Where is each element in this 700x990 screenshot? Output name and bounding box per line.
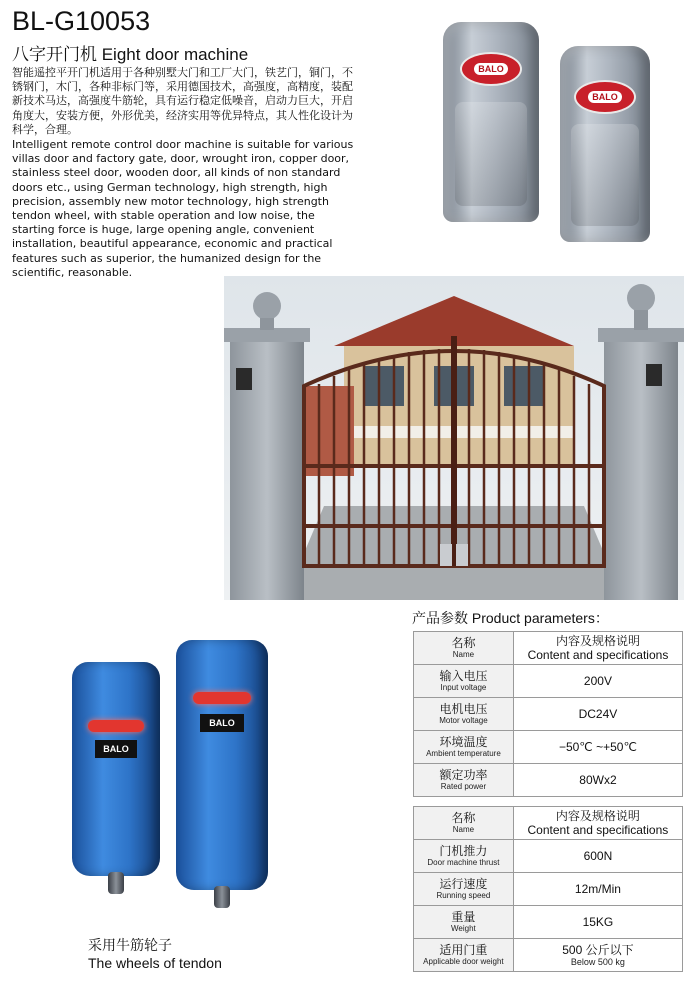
param-name-cell [414, 906, 514, 939]
param-name-en: Weight [451, 924, 476, 933]
header-name-cn: 名称 [451, 636, 476, 650]
param-name-en: Rated power [440, 782, 487, 791]
table-row [414, 873, 683, 906]
param-name-en: Input voltage [440, 683, 487, 692]
header-value-en: Content and specifications [527, 648, 669, 662]
param-name-cell [414, 665, 514, 698]
param-value-cell: 80Wx2 [513, 764, 682, 797]
blue-door-opener-image [176, 640, 268, 890]
param-name-cn: 运行速度 [439, 877, 488, 891]
description-chinese: 智能遥控平开门机适用于各种别墅大门和工厂大门，铁艺门，铜门，不锈钢门，木门，各种非标门等，采用德国技术，高强度，高精度，装配新技术马达，高强度牛筋轮，具有运行稳定低噪音，启动力巨大，开启角度大，安装方便，外形优美，经济实用等优异特点，其人性化设计为科学，合理。 [12, 66, 353, 136]
description-english: Intelligent remote control door machine is suitable for various villas door and factory gate, door, wrought iron, copper door, stainless steel door, wooden door, all kinds of non standard doors etc., using German technology, high strength, high precision, assembly new motor technology, high strength tendon wheel, with stable operation and low noise, the starting force is huge, large opening angle, convenient installation, beautiful appearance, economic and practical features such as superior, the humanized design for the scientific, reasonable. [12, 138, 354, 279]
tendon-caption [88, 936, 222, 972]
brand-logo: BALO [588, 91, 622, 103]
param-value-cell: −50℃ ~+50℃ [513, 731, 682, 764]
header-name-cell [414, 632, 514, 665]
header-value-cn: 内容及规格说明 [555, 809, 640, 823]
table-row [414, 939, 683, 972]
param-name-cn: 电机电压 [439, 702, 488, 716]
param-value-cell: 15KG [513, 906, 682, 939]
product-subtitle: 八字开门机 Eight door machine [12, 45, 249, 64]
param-value-en: Below 500 kg [570, 957, 625, 967]
table-row [414, 698, 683, 731]
table-row [414, 665, 683, 698]
params-heading: 产品参数 Product parameters： [412, 610, 609, 626]
header-name-en: Name [452, 825, 475, 834]
params-table-electrical [413, 631, 683, 797]
brand-logo: BALO [474, 63, 508, 75]
header-name-cell [414, 807, 514, 840]
table-row [414, 906, 683, 939]
tendon-caption-en: The wheels of tendon [88, 955, 222, 971]
warning-lamp [88, 720, 144, 732]
param-name-cn: 环境温度 [439, 735, 488, 749]
tendon-caption-cn: 采用牛筋轮子 [88, 937, 172, 953]
param-name-cn: 门机推力 [439, 844, 488, 858]
param-name-cell [414, 764, 514, 797]
brand-badge [460, 52, 522, 86]
brand-logo: BALO [95, 740, 137, 758]
product-description [12, 66, 358, 280]
drive-shaft [108, 872, 124, 894]
table-row [414, 840, 683, 873]
header-name-cn: 名称 [451, 811, 476, 825]
header-value-cell [513, 807, 682, 840]
param-value-cell: 600N [513, 840, 682, 873]
brand-badge [574, 80, 636, 114]
param-name-cell [414, 698, 514, 731]
param-value-cell: 200V [513, 665, 682, 698]
param-value-cell: DC24V [513, 698, 682, 731]
header-value-cell [513, 632, 682, 665]
param-name-cn: 适用门重 [439, 943, 488, 957]
header-name-en: Name [452, 650, 475, 659]
table-header-row [414, 807, 683, 840]
param-value-cn: 500 公斤以下 [562, 943, 634, 957]
drive-shaft [214, 886, 230, 908]
brand-logo: BALO [200, 714, 244, 732]
header-value-en: Content and specifications [527, 823, 669, 837]
param-name-cell [414, 731, 514, 764]
table-header-row [414, 632, 683, 665]
warning-lamp [193, 692, 252, 704]
gate-illustration [224, 276, 684, 600]
param-name-en: Ambient temperature [426, 749, 501, 758]
blue-door-opener-image [72, 662, 160, 876]
grey-door-opener-image [560, 46, 650, 242]
param-name-en: Applicable door weight [423, 957, 504, 966]
param-name-cell [414, 840, 514, 873]
param-value-cell [513, 939, 682, 972]
param-value-cell: 12m/Min [513, 873, 682, 906]
param-name-en: Running speed [436, 891, 491, 900]
param-name-en: Door machine thrust [427, 858, 500, 867]
model-number: BL-G10053 [12, 6, 151, 36]
param-name-cn: 输入电压 [439, 669, 488, 683]
param-name-cell [414, 939, 514, 972]
gate-photo [224, 276, 684, 600]
params-table-mechanical [413, 806, 683, 972]
grey-door-opener-image [443, 22, 539, 222]
param-name-cell [414, 873, 514, 906]
table-row [414, 731, 683, 764]
table-row [414, 764, 683, 797]
param-name-cn: 重量 [451, 910, 476, 924]
param-name-en: Motor voltage [439, 716, 488, 725]
param-name-cn: 额定功率 [439, 768, 488, 782]
header-value-cn: 内容及规格说明 [555, 634, 640, 648]
